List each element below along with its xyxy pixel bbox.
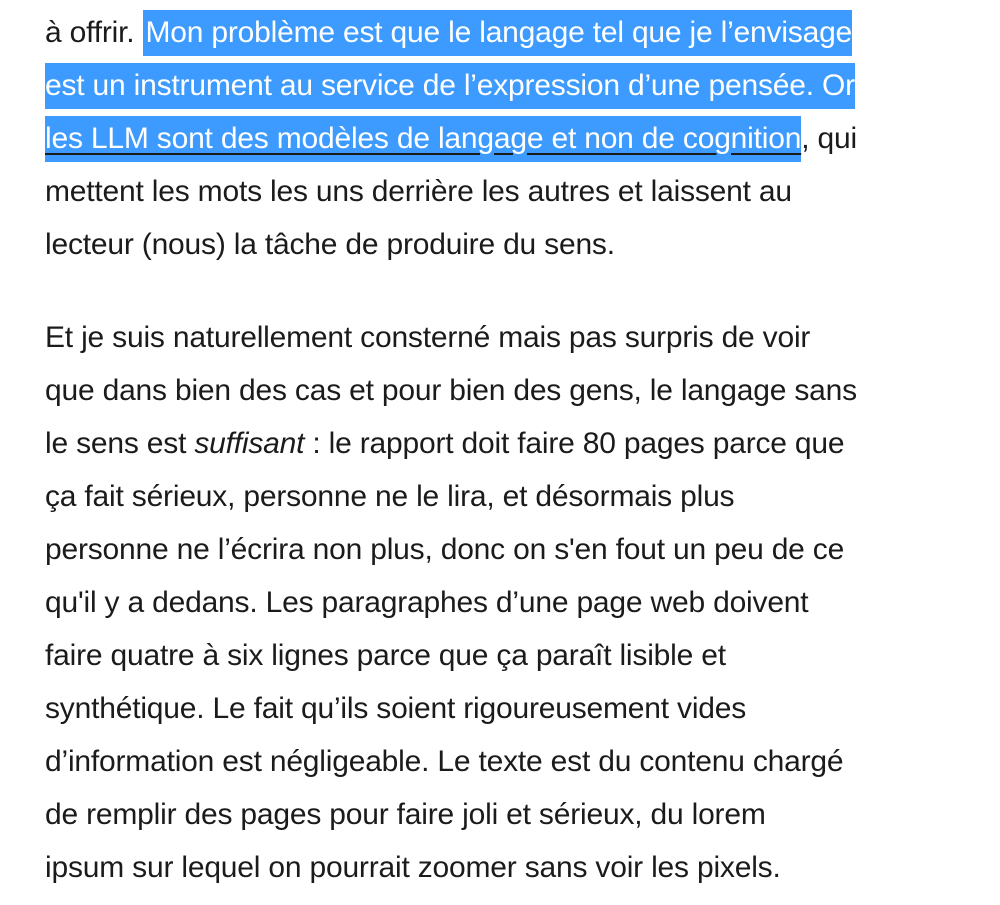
text-line: ipsum sur lequel on pourrait zoomer sans voir les pixels. <box>45 851 781 884</box>
text-line: mettent les mots les uns derrière les autres et laissent au <box>45 175 792 208</box>
emphasis: suffisant <box>194 427 305 460</box>
text: , qui <box>801 122 857 155</box>
text-line: qu'il y a dedans. Les paragraphes d’une page web doivent <box>45 586 809 619</box>
text: : le rapport doit faire 80 pages parce que <box>304 427 845 460</box>
selected-text: Mon problème est que le langage tel que je l’envisage <box>143 10 853 56</box>
paragraph-1 <box>45 6 857 271</box>
text-line <box>45 6 857 59</box>
text-line: ça fait sérieux, personne ne le lira, et désormais plus <box>45 480 735 513</box>
text: le sens est <box>45 427 195 460</box>
text-line <box>45 112 857 165</box>
text-line: que dans bien des cas et pour bien des gens, le langage sans <box>45 374 857 407</box>
text: à offrir. <box>45 16 143 49</box>
text-line: synthétique. Le fait qu’ils soient rigoureusement vides <box>45 692 747 725</box>
text-line: de remplir des pages pour faire joli et sérieux, du lorem <box>45 798 766 831</box>
selected-text: est un instrument au service de l’expression d’une pensée. Or <box>45 63 855 109</box>
text-line: faire quatre à six lignes parce que ça paraît lisible et <box>45 639 726 672</box>
text-line: lecteur (nous) la tâche de produire du sens. <box>45 228 615 261</box>
paragraph-2 <box>45 311 857 894</box>
text-line: personne ne l’écrira non plus, donc on s'en fout un peu de ce <box>45 533 845 566</box>
llm-link[interactable]: les LLM sont des modèles de langage et non de cognition <box>45 116 801 162</box>
text-line: Et je suis naturellement consterné mais pas surpris de voir <box>45 321 811 354</box>
text-line <box>45 417 857 470</box>
text-line <box>45 59 857 112</box>
text-line: d’information est négligeable. Le texte est du contenu chargé <box>45 745 844 778</box>
